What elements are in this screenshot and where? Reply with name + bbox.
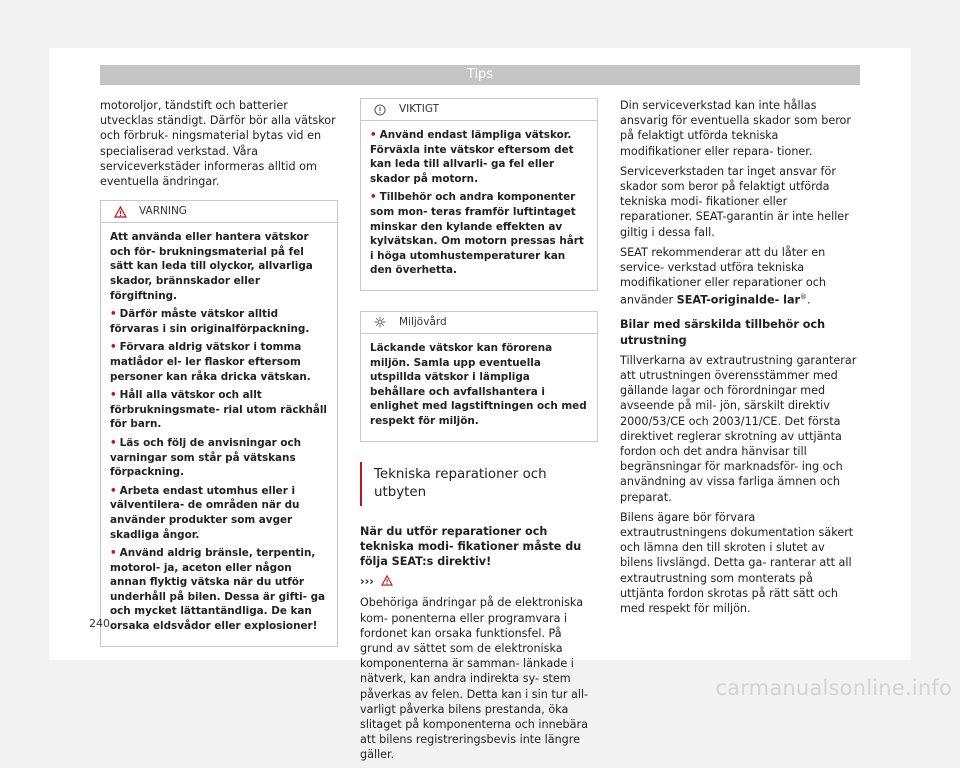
notice-title: VIKTIGT: [399, 102, 440, 115]
warning-reference-icon[interactable]: [381, 575, 393, 590]
intro-paragraph: motoroljor, tändstift och batterier utvecklas ständigt. Därför bör alla vätskor och förbruk- ningsmaterial bytas vid en specialiserad verkstad. Våra serviceverkstäder informeras alltid om eventuella ändringar.: [100, 99, 336, 189]
paragraph-3: SEAT rekommenderar att du låter en service- verkstad utföra tekniska modifikationer eller reparationer och använder SEAT-originalde- lar®.: [620, 245, 826, 308]
paragraph-5: Bilens ägare bör förvara extrautrustningens dokumentation säkert och lämna den till skroten i slutet av bilens livslängd. Detta ga- ranterar att all extrautrustning som monterats på uttjänta fordon skrotas på rätt sätt och med respekt för miljön.: [620, 510, 854, 616]
warning-item: • Därför måste vätskor alltid förvaras i sin originalförpackning.: [110, 308, 310, 335]
warning-item: • Förvara aldrig vätskor i tomma matlådor el- ler flaskor eftersom personer kan råka dricka vätskan.: [110, 341, 311, 383]
info-circle-icon: [373, 103, 387, 117]
warning-item: • Läs och följ de anvisningar och varningar som står på vätskans förpackning.: [110, 436, 302, 479]
bullet-icon: •: [110, 547, 117, 560]
environment-text: Läckande vätskor kan förorena miljön. Samla upp eventuella utspillda vätskor i lämpliga behållare och avfallshantera i enlighet med lagstiftningen och med respekt för miljön.: [370, 341, 587, 427]
warning-item: • Håll alla vätskor och allt förbrukningsmate- rial utom räckhåll för barn.: [110, 389, 327, 431]
environment-box-header: [361, 312, 597, 334]
warning-box-header: [101, 201, 337, 223]
bullet-icon: •: [370, 191, 377, 204]
warning-box: [100, 200, 338, 646]
section-header: Tips: [100, 65, 860, 85]
notice-box-header: [361, 99, 597, 121]
section-body: Obehöriga ändringar på de elektroniska kom- ponenterna eller programvara i fordonet kan orsaka funktionsfel. På grund av sättet som de elektroniska komponenterna är samman- länkade i nätverk, kan andra indirekta sy- stem påverkas av felen. Detta kan i sin tur all- varligt påverka bilens prestanda, öka slitaget på komponenterna och innebära att bilens registreringsbevis inte längre gäller.: [360, 596, 589, 762]
notice-body: [361, 121, 597, 290]
environment-leaf-icon: [373, 315, 387, 329]
paragraph-4: Tillverkarna av extrautrustning garanterar att utrustningen överensstämmer med gällande lagar och förordningar med avseende på mil- jön, särskilt direktiv 2000/53/CE och 2003/11/CE. Det första direktivet reglerar skrotning av uttjänta fordon och det andra hänvisar till begränsningar för marknadsför- ing och användning av vissa farliga ämnen och preparat.: [620, 353, 857, 504]
section-lead: När du utför reparationer och tekniska modi- fikationer måste du följa SEAT:s direktiv!: [360, 524, 582, 568]
environment-title: Miljövård: [399, 315, 447, 328]
bullet-icon: •: [110, 308, 117, 321]
bullet-icon: •: [110, 484, 117, 497]
subheading: Bilar med särskilda tillbehör och utrustning: [620, 318, 826, 347]
bullet-icon: •: [110, 389, 117, 402]
reference-arrows: [360, 574, 598, 590]
warning-body: [101, 223, 337, 645]
original-parts-label: SEAT-originalde- lar: [676, 294, 801, 308]
warning-intro: Att använda eller hantera vätskor och för- brukningsmaterial på fel sätt kan leda till olyckor, allvarliga skador, brännskador eller förgiftning.: [110, 231, 313, 302]
page-number: 240: [89, 617, 110, 630]
notice-item: • Tillbehör och andra komponenter som mon- teras framför luftintaget minskar den kylande effekten av kylvätskan. Om motorn pressas hårt i höga utomhustemperaturer kan den överhetta.: [370, 191, 584, 277]
section-title: Tekniska reparationer och utbyten: [360, 462, 598, 506]
notice-box: [360, 98, 598, 291]
registered-mark: ®: [800, 293, 808, 302]
watermark: carmanualsonline.info: [715, 676, 952, 700]
column-right: [620, 98, 860, 621]
notice-item: • Använd endast lämpliga vätskor. Förväxla inte vätskor eftersom det kan leda till allvarli- ga fel eller skador på motorn.: [370, 129, 574, 185]
warning-item: • Använd aldrig bränsle, terpentin, motorol- ja, aceton eller någon annan flyktig vätska när du utför underhåll på bilen. Dessa är gifti- ga och mycket lättantändliga. De kan orsaka eldsvådor eller explosioner!: [110, 547, 326, 633]
column-middle: [360, 98, 598, 768]
bullet-icon: •: [370, 129, 377, 141]
warning-title: VARNING: [139, 205, 187, 218]
warning-item: • Arbeta endast utomhus eller i välventilera- de områden när du använder produkter som avger skadliga ångor.: [110, 484, 300, 541]
reference-arrows-text: ›››: [360, 575, 374, 589]
environment-box: [360, 311, 598, 442]
paragraph-2: Serviceverkstaden tar inget ansvar för skador som beror på felaktigt utförda tekniska modi- fikationer eller reparationer. SEAT-garantin är inte heller giltig i dessa fall.: [620, 164, 849, 239]
warning-triangle-icon: [113, 205, 127, 219]
column-left: [100, 98, 338, 647]
bullet-icon: •: [110, 341, 117, 354]
bullet-icon: •: [110, 436, 117, 449]
paragraph-1: Din serviceverkstad kan inte hållas ansvarig för eventuella skador som beror på felaktigt utförda tekniska modifikationer eller repara- tioner.: [620, 99, 851, 158]
environment-body: [361, 334, 597, 441]
